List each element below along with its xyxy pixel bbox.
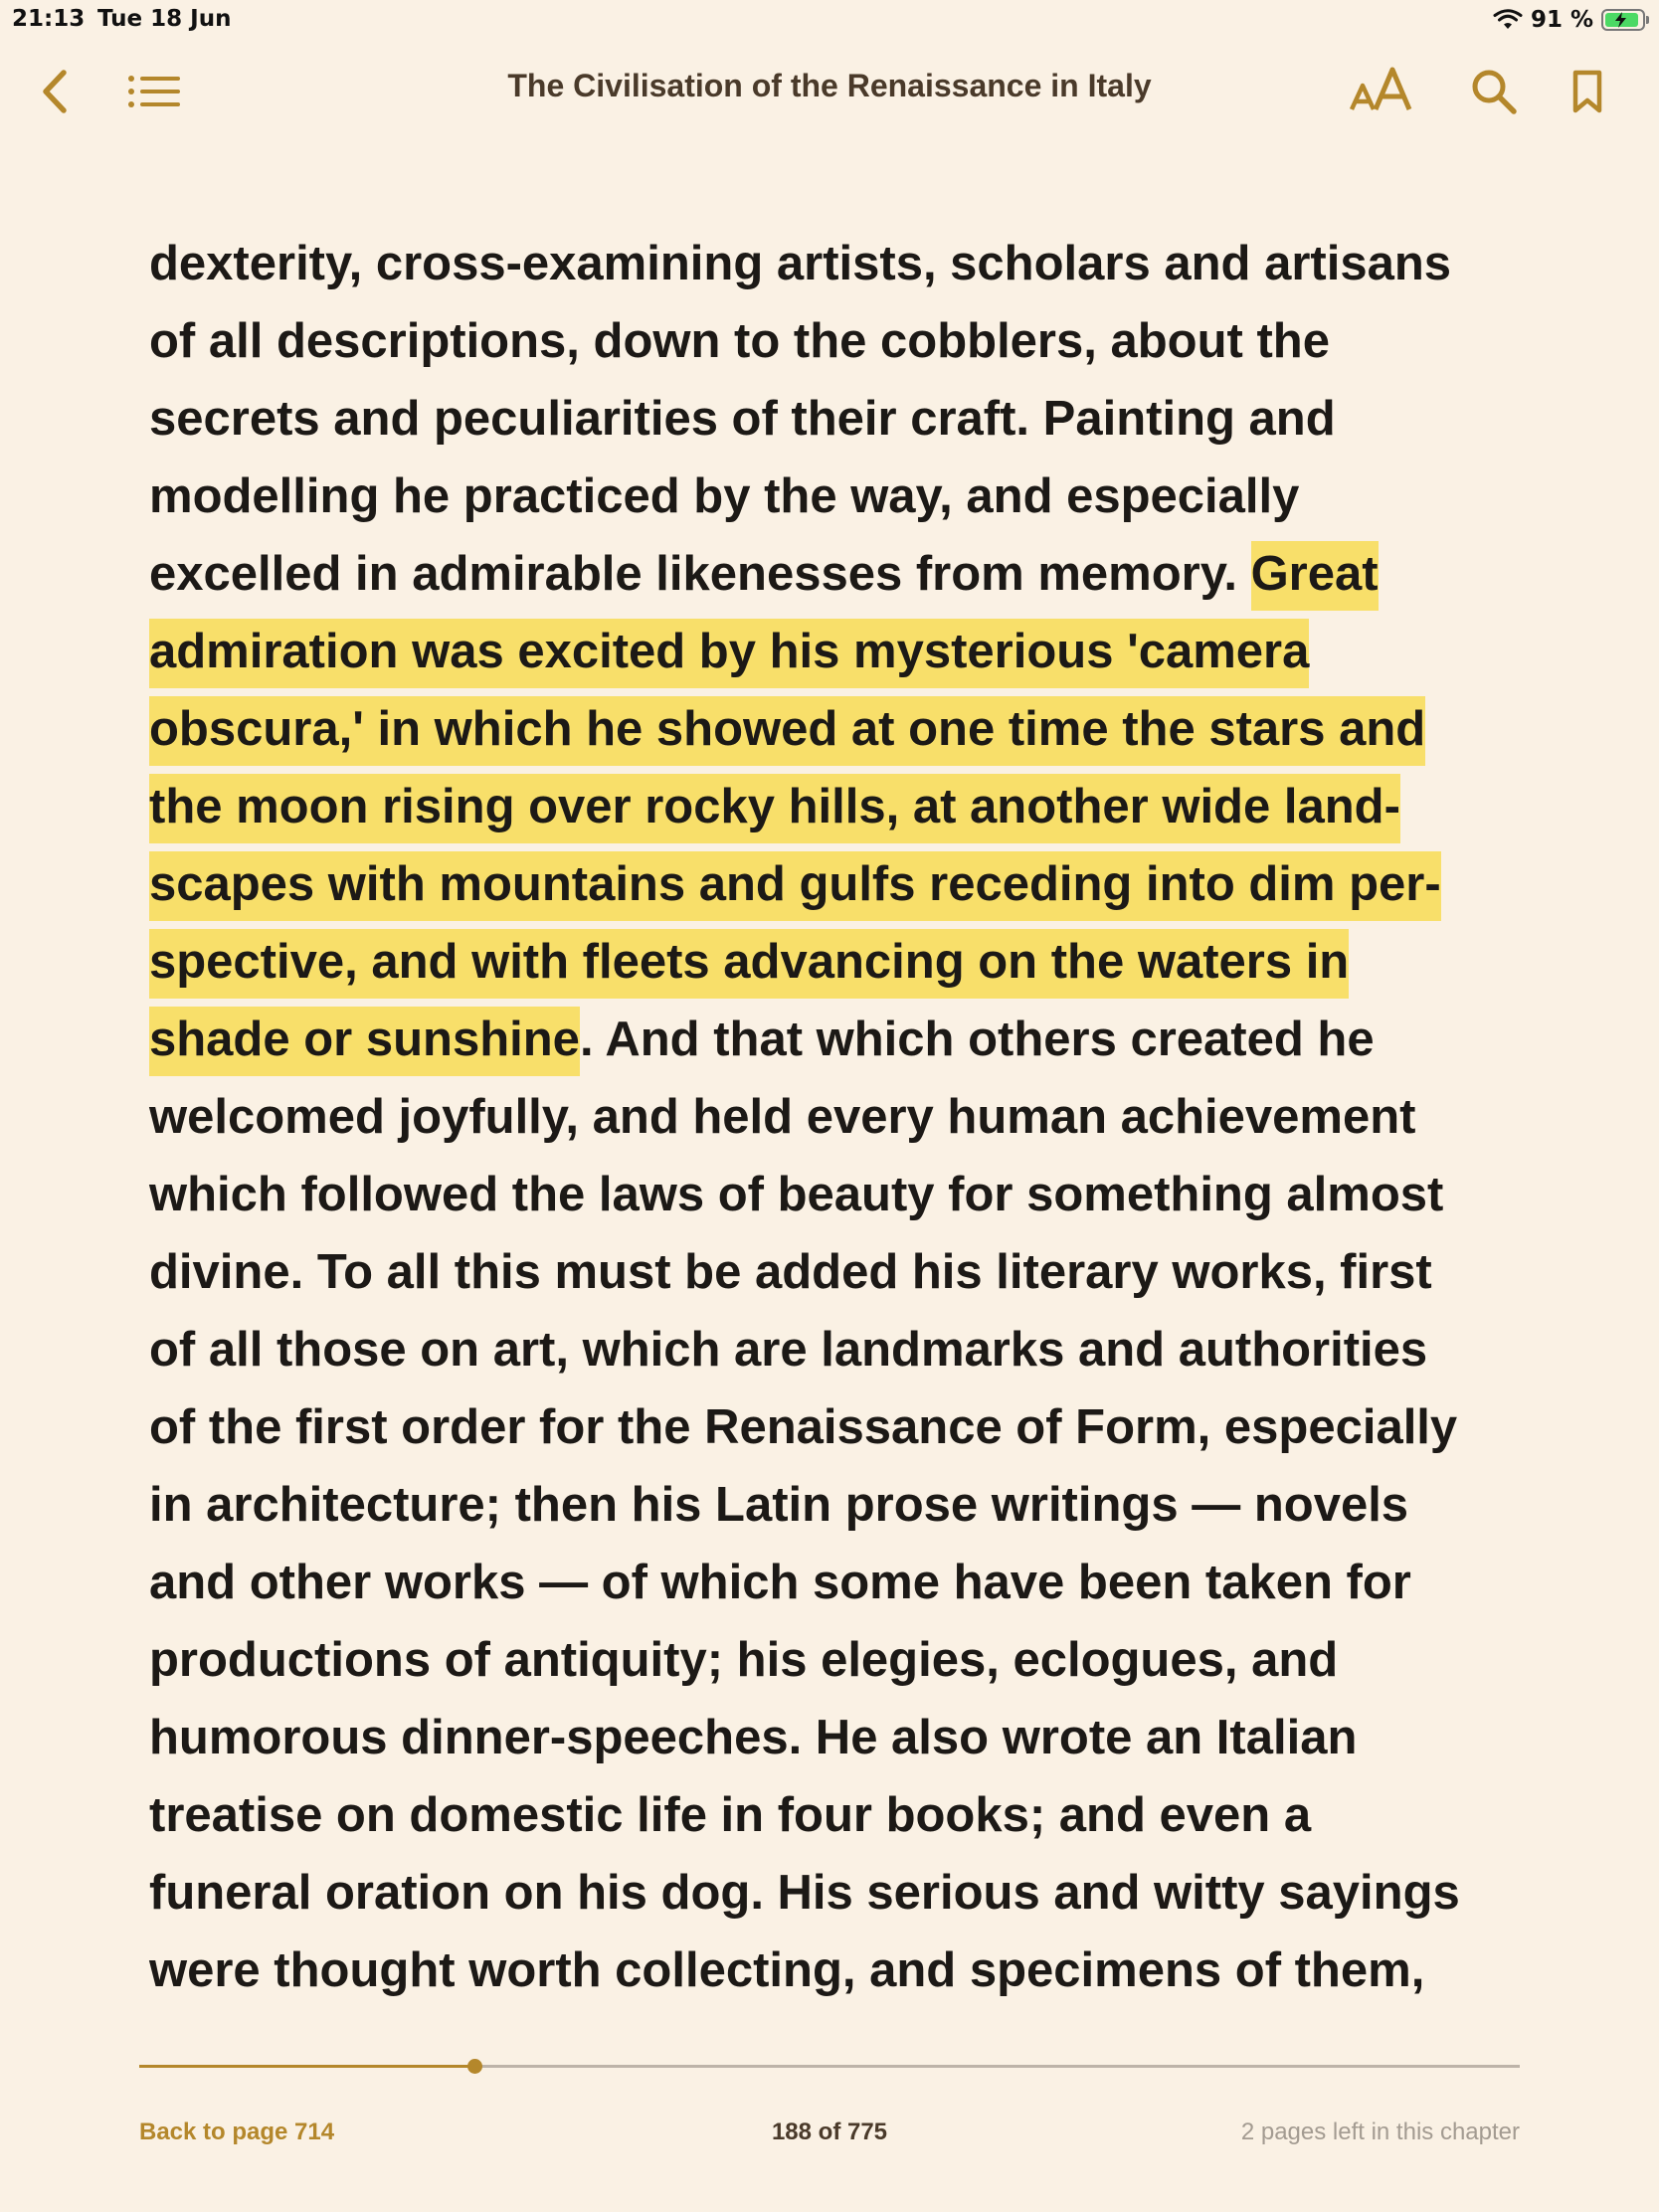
table-of-contents-icon [127,74,181,109]
page-count: 188 of 775 [771,2119,888,2145]
progress-knob[interactable] [467,2059,482,2074]
text-segment: excelled in admirable likenesses from memory. [149,547,1251,601]
text-line [149,225,1522,302]
status-time: 21:13 [12,6,86,32]
text-line [149,1156,1522,1233]
text-line [149,1932,1522,2009]
highlighted-text[interactable]: Great [1251,541,1379,611]
text-line [149,1001,1522,1078]
text-segment: humorous dinner-speeches. He also wrote an Italian [149,1711,1358,1764]
text-line [149,1078,1522,1156]
text-segment: welcomed joyfully, and held every human achievement [149,1090,1416,1144]
text-segment: and other works — of which some have been taken for [149,1556,1411,1609]
page-scrubber[interactable] [139,2057,1520,2077]
text-line [149,1699,1522,1776]
table-of-contents-button[interactable] [121,64,187,119]
highlighted-text[interactable]: the moon rising over rocky hills, at another wide land- [149,774,1400,843]
back-chevron-icon [40,69,70,114]
charging-bolt-icon [1612,12,1630,28]
text-line [149,1854,1522,1932]
text-line [149,845,1522,923]
battery-icon [1601,9,1645,31]
reader-footer [0,2119,1659,2158]
text-line [149,1621,1522,1699]
battery-cap [1646,16,1649,24]
text-segment: . And that which others created he [579,1013,1375,1066]
battery-fill [1605,13,1638,27]
text-line [149,690,1522,768]
text-line [149,613,1522,690]
highlighted-text[interactable]: admiration was excited by his mysterious 'camera [149,619,1309,688]
highlighted-text[interactable]: shade or sunshine [149,1007,580,1076]
text-segment: modelling he practiced by the way, and especially [149,469,1300,523]
text-line [149,380,1522,458]
text-line [149,1776,1522,1854]
status-bar [0,0,1659,40]
wifi-icon [1493,9,1523,31]
text-segment: treatise on domestic life in four books; and even a [149,1788,1312,1842]
text-segment: secrets and peculiarities of their craft. Painting and [149,392,1336,446]
text-line [149,535,1522,613]
text-line [149,768,1522,845]
search-button[interactable] [1462,62,1526,121]
text-segment: funeral oration on his dog. His serious and witty sayings [149,1866,1460,1920]
book-title: The Civilisation of the Renaissance in Italy [507,68,1152,103]
text-line [149,1466,1522,1544]
text-line [149,302,1522,380]
font-size-icon [1350,66,1413,113]
reader-toolbar [0,40,1659,139]
text-line [149,1388,1522,1466]
text-segment: of the first order for the Renaissance of Form, especially [149,1400,1458,1454]
pages-left-in-chapter: 2 pages left in this chapter [1240,2119,1520,2145]
text-line [149,1544,1522,1621]
status-right [1493,6,1645,34]
text-line [149,1311,1522,1388]
text-line [149,1233,1522,1311]
back-button[interactable] [30,64,80,119]
bookmark-button[interactable] [1562,62,1613,121]
text-segment: which followed the laws of beauty for something almost [149,1168,1444,1221]
page-text[interactable] [149,225,1522,2009]
highlighted-text[interactable]: spective, and with fleets advancing on the waters in [149,929,1349,999]
text-segment: of all those on art, which are landmarks and authorities [149,1323,1428,1377]
highlighted-text[interactable]: scapes with mountains and gulfs receding into dim per- [149,851,1441,921]
battery-percent: 91 % [1530,7,1593,33]
text-segment: in architecture; then his Latin prose writings — novels [149,1478,1409,1532]
text-line [149,923,1522,1001]
text-segment: were thought worth collecting, and specimens of them, [149,1943,1425,1997]
progress-fill [139,2065,474,2068]
status-date: Tue 18 Jun [97,6,232,32]
bookmark-icon [1570,69,1604,114]
back-to-page-link[interactable]: Back to page 714 [139,2119,335,2145]
text-segment: productions of antiquity; his elegies, eclogues, and [149,1633,1339,1687]
text-segment: divine. To all this must be added his literary works, first [149,1245,1432,1299]
text-line [149,458,1522,535]
text-segment: of all descriptions, down to the cobblers, about the [149,314,1330,368]
font-settings-button[interactable] [1343,60,1420,119]
text-segment: dexterity, cross-examining artists, scholars and artisans [149,237,1452,290]
highlighted-text[interactable]: obscura,' in which he showed at one time the stars and [149,696,1425,766]
search-icon [1470,68,1518,115]
